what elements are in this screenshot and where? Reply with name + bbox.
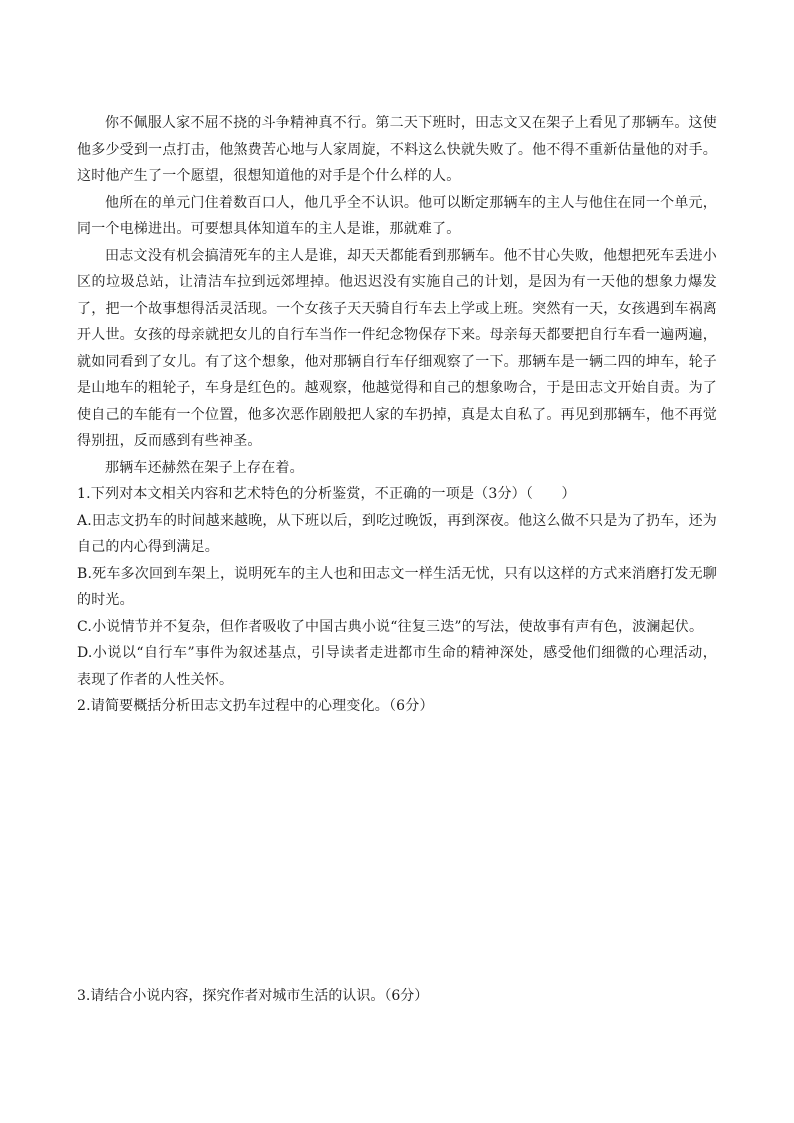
question-2-stem: 2.请简要概括分析田志文扔车过程中的心理变化。（6分） — [77, 698, 434, 714]
passage-paragraph-4: 那辆车还赫然在架子上存在着。 — [105, 459, 304, 476]
passage-and-question-1 — [77, 110, 717, 720]
passage-paragraph-2: 他所在的单元门住着数百口人，他几乎全不认识。他可以断定那辆车的主人与他住在同一个单元，同一个电梯进出。可要想具体知道车的主人是谁，那就难了。 — [77, 194, 717, 237]
question-1-option-b: B.死车多次回到车架上，说明死车的主人也和田志文一样生活无忧，只有以这样的方式来消磨打发无聊的时光。 — [77, 565, 717, 608]
question-3-stem: 3.请结合小说内容，探究作者对城市生活的认识。（6分） — [77, 988, 429, 1004]
answer-space-question-3 — [77, 1012, 717, 1112]
question-1-option-d: D.小说以“自行车”事件为叙述基点，引导读者走进都市生命的精神深处，感受他们细微的心理活动，表现了作者的人性关怀。 — [77, 645, 717, 688]
question-1-option-c: C.小说情节并不复杂，但作者吸收了中国古典小说“往复三迭”的写法，使故事有声有色，波澜起伏。 — [77, 618, 704, 635]
passage-paragraph-1: 你不佩服人家不屈不挠的斗争精神真不行。第二天下班时，田志文又在架子上看见了那辆车。这使他多少受到一点打击，他煞费苦心地与人家周旋，不料这么快就失败了。他不得不重新估量他的对手。这时他产生了一个愿望，很想知道他的对手是个什么样的人。 — [77, 115, 717, 184]
question-1-option-a: A.田志文扔车的时间越来越晚，从下班以后，到吃过晚饭，再到深夜。他这么做不只是为了扔车，还为自己的内心得到满足。 — [77, 512, 717, 555]
answer-space-question-2 — [77, 710, 717, 980]
question-1-stem: 1.下列对本文相关内容和艺术特色的分析鉴赏，不正确的一项是（3分）（ ） — [77, 486, 576, 502]
passage-paragraph-3: 田志文没有机会搞清死车的主人是谁，却天天都能看到那辆车。他不甘心失败，他想把死车丢进小区的垃圾总站，让清洁车拉到远郊埋掉。他迟迟没有实施自己的计划，是因为有一天他的想象力爆发了，把一个故事想得活灵活现。一个女孩子天天骑自行车去上学或上班。突然有一天，女孩遇到车祸离开人世。女孩的母亲就把女儿的自行车当作一件纪念物保存下来。母亲每天都要把自行车看一遍两遍，就如同看到了女儿。有了这个想象，他对那辆自行车仔细观察了一下。那辆车是一辆二四的坤车，轮子是山地车的粗轮子，车身是红色的。越观察，他越觉得和自己的想象吻合，于是田志文开始自责。为了使自己的车能有一个位置，他多次恶作剧般把人家的车扔掉，真是太自私了。再见到那辆车，他不再觉得别扭，反而感到有些神圣。 — [77, 247, 717, 449]
